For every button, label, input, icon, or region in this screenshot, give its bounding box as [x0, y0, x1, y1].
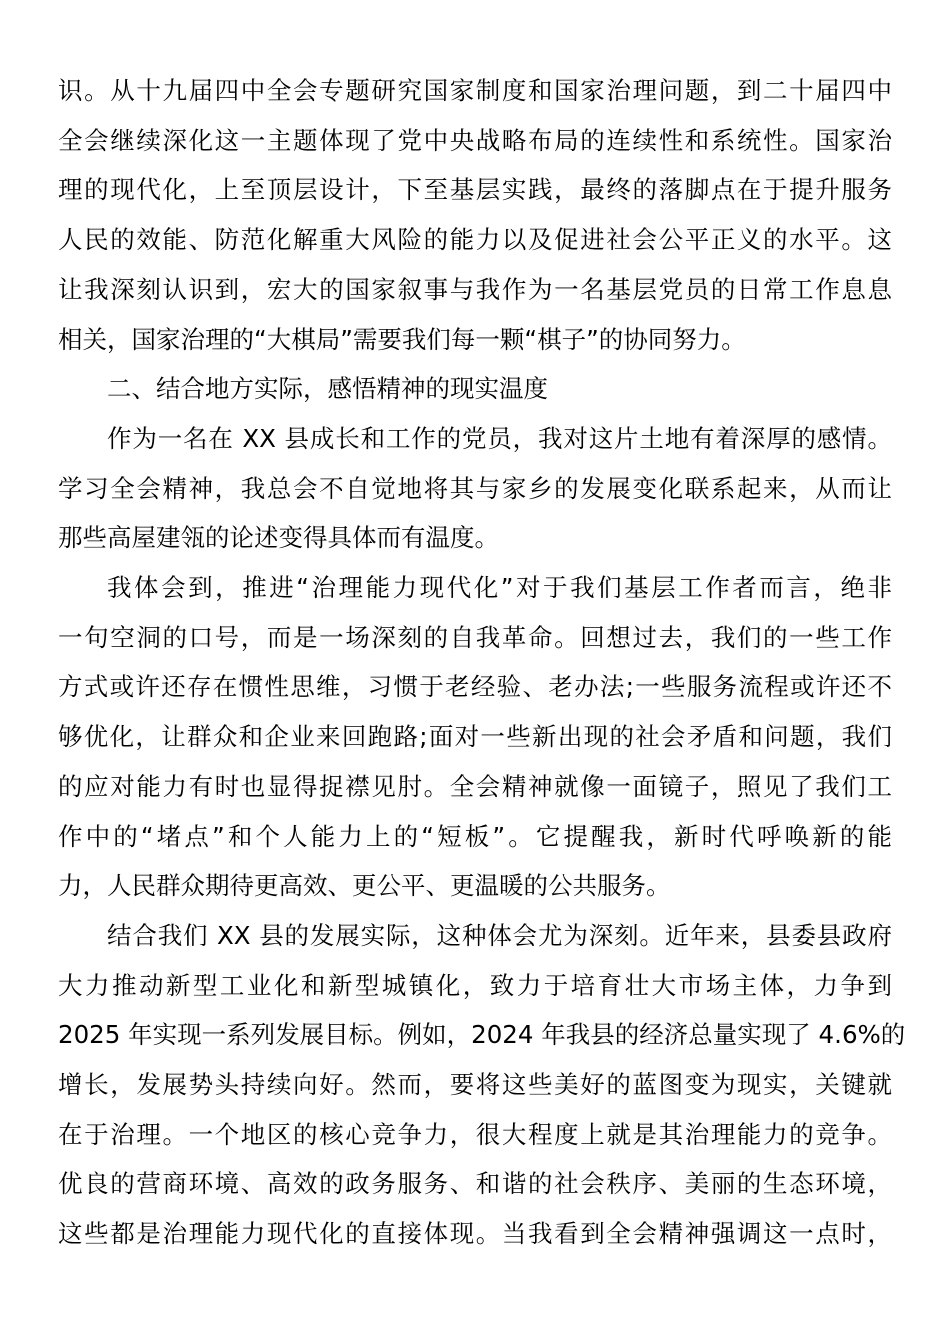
text-line: 在于治理。一个地区的核心竞争力，很大程度上就是其治理能力的竞争。 — [58, 1119, 892, 1149]
text-line: 那些高屋建瓴的论述变得具体而有温度。 — [58, 523, 499, 553]
text-line: 2025 年实现一系列发展目标。例如，2024 年我县的经济总量实现了 4.6%的 — [58, 1020, 906, 1050]
text-line: 够优化，让群众和企业来回跑路;面对一些新出现的社会矛盾和问题，我们 — [58, 722, 892, 752]
text-line: 增长，发展势头持续向好。然而，要将这些美好的蓝图变为现实，关键就 — [58, 1070, 892, 1100]
text-line: 人民的效能、防范化解重大风险的能力以及促进社会公平正义的水平。这 — [58, 225, 892, 255]
paragraph — [58, 911, 906, 1259]
text-line: 大力推动新型工业化和新型城镇化，致力于培育壮大市场主体，力争到 — [58, 970, 892, 1000]
text-line: 全会继续深化这一主题体现了党中央战略布局的连续性和系统性。国家治 — [58, 125, 892, 155]
heading-text: 二、结合地方实际，感悟精神的现实温度 — [107, 374, 548, 404]
paragraph — [58, 414, 892, 563]
document-page — [58, 66, 906, 1259]
text-line: 识。从十九届四中全会专题研究国家制度和国家治理问题，到二十届四中 — [58, 76, 892, 105]
text-line: 我体会到，推进“治理能力现代化”对于我们基层工作者而言，绝非 — [107, 573, 892, 603]
text-line: 结合我们 XX 县的发展实际，这种体会尤为深刻。近年来，县委县政府 — [107, 920, 892, 950]
text-line: 让我深刻认识到，宏大的国家叙事与我作为一名基层党员的日常工作息息 — [58, 274, 892, 304]
section-heading — [58, 364, 892, 414]
text-line: 相关，国家治理的“大棋局”需要我们每一颗“棋子”的协同努力。 — [58, 324, 746, 354]
paragraph — [58, 563, 892, 911]
text-line: 理的现代化，上至顶层设计，下至基层实践，最终的落脚点在于提升服务 — [58, 175, 892, 205]
text-line: 学习全会精神，我总会不自觉地将其与家乡的发展变化联系起来，从而让 — [58, 473, 892, 503]
text-line: 优良的营商环境、高效的政务服务、和谐的社会秩序、美丽的生态环境， — [58, 1169, 892, 1199]
text-line: 作为一名在 XX 县成长和工作的党员，我对这片土地有着深厚的感情。 — [107, 423, 892, 453]
paragraph-continuation — [58, 66, 892, 364]
text-line: 作中的“堵点”和个人能力上的“短板”。它提醒我，新时代呼唤新的能 — [58, 821, 892, 851]
text-line: 这些都是治理能力现代化的直接体现。当我看到全会精神强调这一点时， — [58, 1219, 892, 1249]
text-line: 方式或许还存在惯性思维，习惯于老经验、老办法;一些服务流程或许还不 — [58, 672, 892, 702]
text-line: 一句空洞的口号，而是一场深刻的自我革命。回想过去，我们的一些工作 — [58, 622, 892, 652]
text-line: 力，人民群众期待更高效、更公平、更温暖的公共服务。 — [58, 871, 671, 901]
text-line: 的应对能力有时也显得捉襟见肘。全会精神就像一面镜子，照见了我们工 — [58, 771, 892, 801]
